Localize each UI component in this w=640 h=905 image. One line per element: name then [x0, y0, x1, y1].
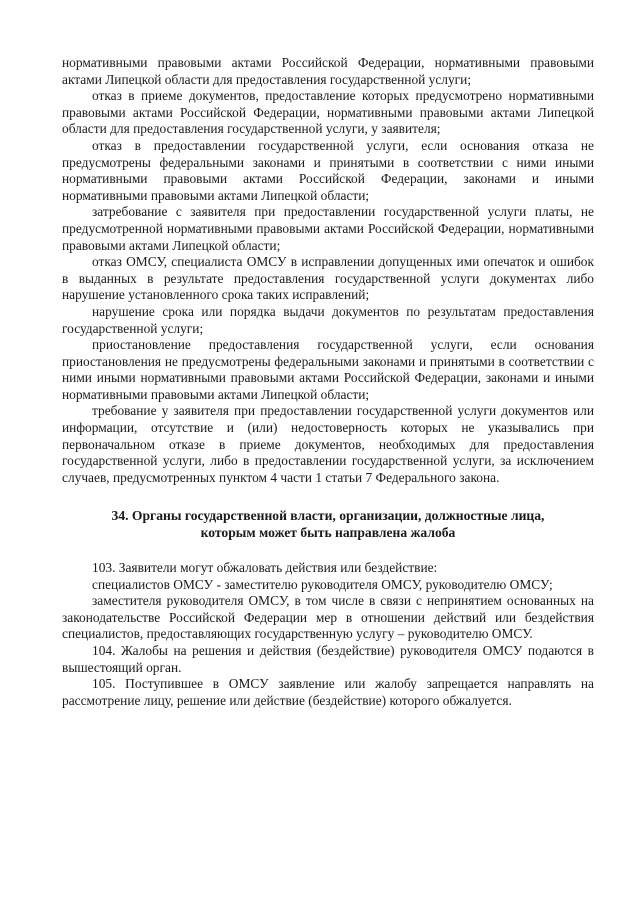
- paragraph: нарушение срока или порядка выдачи документов по результатам предоставления государственной услуги;: [62, 303, 594, 336]
- paragraph: требование у заявителя при предоставлении государственной услуги документов или информации, отсутствие и (или) недостоверность которых не указывались при первоначальном отказе в приеме документов, необходимых для предоставления государственной услуги, либо в предоставлении государственной услуги, за исключением случаев, предусмотренных пунктом 4 части 1 статьи 7 Федерального закона.: [62, 403, 594, 485]
- paragraph: отказ в предоставлении государственной услуги, если основания отказа не предусмотрены федеральными законами и принятыми в соответствии с ними иными нормативными правовыми актами Российской Федерации, законами и иными нормативными правовыми актами Липецкой области;: [62, 137, 594, 203]
- paragraph: нормативными правовыми актами Российской Федерации, нормативными правовыми актами Липецкой области для предоставления государственной услуги;: [62, 55, 594, 87]
- paragraph: приостановление предоставления государственной услуги, если основания приостановления не предусмотрены федеральными законами и принятыми в соответствии с ними иными нормативными правовыми актами Российской Федерации, законами и иными нормативными правовыми актами Липецкой области;: [62, 337, 594, 402]
- paragraph: затребование с заявителя при предоставлении государственной услуги платы, не предусмотренной нормативными правовыми актами Российской Федерации, нормативными правовыми актами Липецкой области;: [62, 204, 594, 253]
- paragraph: отказ в приеме документов, предоставление которых предусмотрено нормативными правовыми актами Российской Федерации, нормативными правовыми актами Липецкой области для предоставления государственной услуги, у заявителя;: [62, 88, 594, 137]
- paragraph: 105. Поступившее в ОМСУ заявление или жалобу запрещается направлять на рассмотрение лицу, решение или действие (бездействие) которого обжалуется.: [62, 676, 594, 708]
- paragraph: 103. Заявители могут обжаловать действия или бездействие:: [92, 560, 438, 576]
- paragraph: заместителя руководителя ОМСУ, в том числе в связи с непринятием основанных на законодательстве Российской Федерации мер в отношении действий или бездействия специалистов, предоставляющих государственную услугу – руководителю ОМСУ.: [62, 593, 594, 642]
- section-title-line: 34. Органы государственной власти, организации, должностные лица,: [111, 508, 545, 524]
- paragraph: 104. Жалобы на решения и действия (бездействие) руководителя ОМСУ подаются в вышестоящий орган.: [62, 643, 594, 675]
- paragraph: отказ ОМСУ, специалиста ОМСУ в исправлении допущенных ими опечаток и ошибок в выданных в результате предоставления государственной услуги документах либо нарушение установленного срока таких исправлений;: [62, 254, 594, 303]
- document-body: [62, 55, 594, 709]
- paragraph: специалистов ОМСУ - заместителю руководителя ОМСУ, руководителю ОМСУ;: [92, 576, 553, 592]
- section-title-line: которым может быть направлена жалоба: [200, 525, 456, 541]
- section-title: [62, 508, 594, 542]
